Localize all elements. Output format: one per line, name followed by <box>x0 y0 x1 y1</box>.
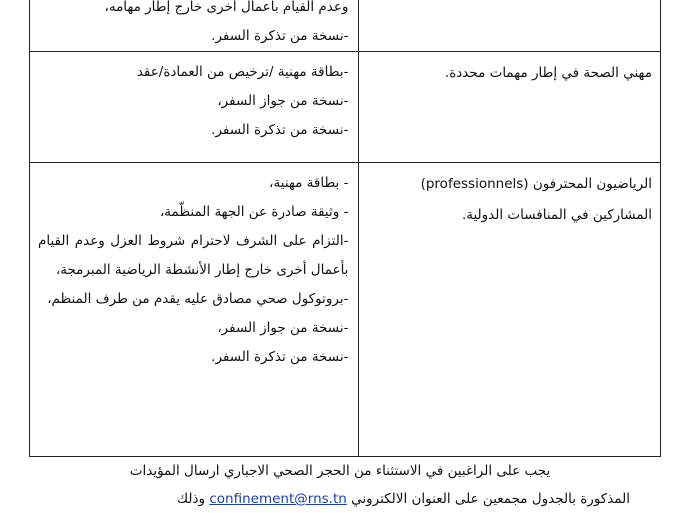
document-item: - وثيقة صادرة عن الجهة المنظّمة، <box>159 204 349 220</box>
table-row <box>30 52 661 163</box>
email-link[interactable]: confinement@rns.tn <box>209 491 347 507</box>
document-item: -بطاقة مهنية /ترخيص من العمادة/عقد <box>136 64 349 80</box>
footer-text: وذلك <box>177 491 210 507</box>
document-item: -نسخة من جواز السفر، <box>217 320 349 336</box>
document-item: -نسخة من تذكرة السفر. <box>211 122 349 138</box>
category-text: الرياضيون المحترفون (professionnels) المشاركين في المنافسات الدولية. <box>420 176 652 223</box>
documents-cell <box>30 163 359 457</box>
document-item: - بطاقة مهنية، <box>269 175 349 191</box>
document-item: -نسخة من جواز السفر، <box>217 93 349 109</box>
documents-cell <box>30 52 359 163</box>
category-text: مهني الصحة في إطار مهمات محددة. <box>444 65 652 81</box>
documents-cell <box>30 0 359 52</box>
document-item: -نسخة من تذكرة السفر. <box>211 349 349 365</box>
footer-paragraph <box>0 457 680 513</box>
document-item: -التزام على الشرف لاحترام شروط العزل وعدم القيام بأعمال أخرى خارج إطار الأنشطة الرياضية المبرمجة، <box>38 233 349 278</box>
table-row <box>30 163 661 457</box>
footer-text: المذكورة بالجدول مجمعين على العنوان الالكتروني <box>346 491 630 507</box>
document-item: -نسخة من تذكرة السفر. <box>211 28 349 44</box>
category-cell <box>359 0 661 52</box>
footer-line <box>0 485 680 513</box>
table-row <box>30 0 661 52</box>
footer-line: يجب على الراغبين في الاستثناء من الحجر الصحي الاجباري ارسال المؤيدات <box>129 463 551 479</box>
document-item: وعدم القيام بأعمال أخرى خارج إطار مهامه، <box>104 0 349 15</box>
document-item: -بروتوكول صحي مصادق عليه يقدم من طرف المنظم، <box>47 291 349 307</box>
category-cell <box>359 163 661 457</box>
requirements-table <box>29 0 661 457</box>
category-cell <box>359 52 661 163</box>
